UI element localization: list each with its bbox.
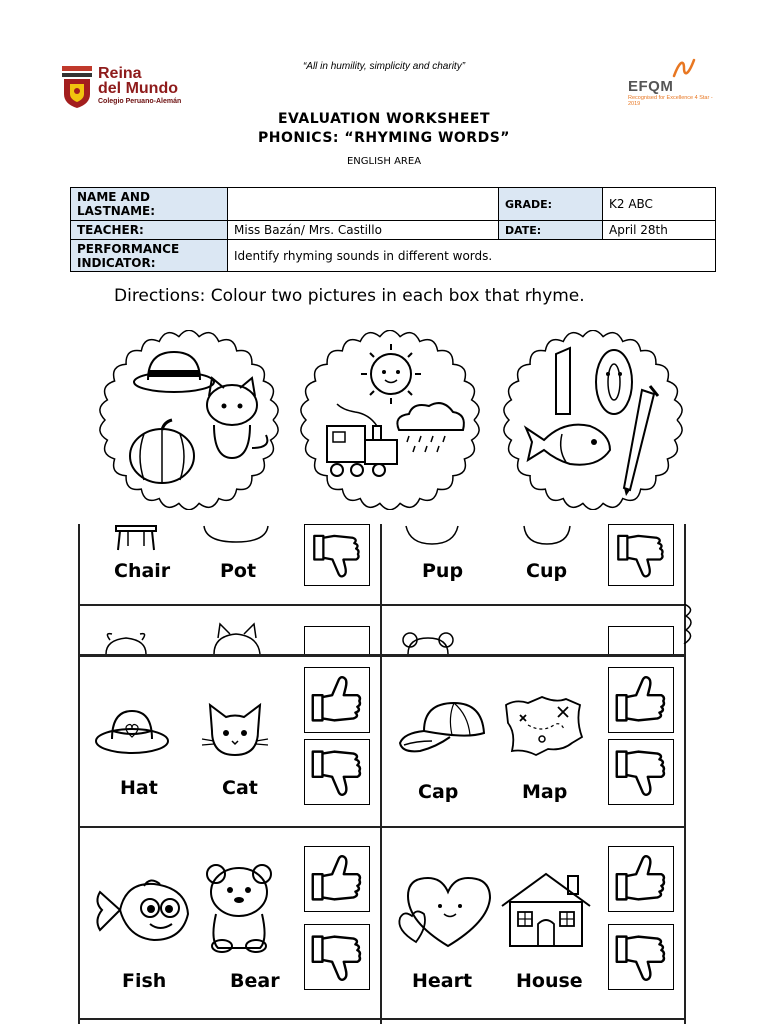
hat-icon (134, 352, 214, 392)
thumbs-up-button[interactable] (608, 667, 674, 733)
school-motto: “All in humility, simplicity and charity” (302, 61, 466, 72)
thumbs-up-button[interactable] (304, 846, 370, 912)
pumpkin-icon (130, 420, 194, 483)
efqm-badge: Recognised for Excellence 4 Star - 2019 (628, 95, 713, 107)
thumbs-down-button[interactable] (608, 924, 674, 990)
thumbs-up-icon (313, 856, 360, 899)
thumbs-down-icon (313, 752, 360, 795)
cat-icon (207, 378, 267, 458)
name-field[interactable] (228, 188, 499, 221)
word-2: Map (522, 781, 568, 803)
circle-group-3 (500, 330, 686, 510)
subject-area: ENGLISH AREA (346, 156, 422, 167)
cloud-icon (397, 403, 464, 452)
rhyme-circles (0, 330, 768, 510)
fish-icon (526, 425, 610, 465)
thumbs-down-button[interactable] (304, 739, 370, 805)
shield-icon (62, 66, 92, 108)
name-label: NAME AND LASTNAME: (71, 188, 228, 221)
thumbs-down-icon (617, 752, 664, 795)
school-name-line2: del Mundo (98, 80, 178, 97)
grade-label: GRADE: (499, 188, 603, 221)
word-1: Heart (412, 970, 473, 992)
cup-icon (522, 524, 572, 546)
school-subtitle: Colegio Peruano-Alemán (98, 98, 182, 105)
thumbs-up-button[interactable] (608, 846, 674, 912)
word-1: Chair (114, 560, 171, 582)
number-ten-icon (556, 348, 632, 414)
thumbs-down-icon (617, 937, 664, 980)
worksheet-title: EVALUATION WORKSHEET (277, 111, 491, 127)
cat-face-icon (198, 701, 272, 761)
cap-icon (396, 697, 492, 757)
kitten-icon (204, 620, 270, 654)
pup-icon (404, 524, 460, 546)
word-2: House (516, 970, 583, 992)
word-2: Bear (230, 970, 280, 992)
directions-text: Directions: Colour two pictures in each box that rhyme. (114, 286, 585, 306)
word-2: Cat (222, 777, 258, 799)
rhyme-card (78, 657, 380, 826)
date-value: April 28th (603, 221, 716, 240)
fish-cartoon-icon (90, 874, 196, 946)
mouse-icon (398, 628, 458, 654)
thumbs-down-button[interactable] (608, 739, 674, 805)
thumbs-up-icon (617, 856, 664, 899)
word-2: Pot (220, 560, 257, 582)
date-label: DATE: (499, 221, 603, 240)
chair-icon (112, 524, 160, 552)
scallop-edge (682, 604, 698, 644)
indicator-value: Identify rhyming sounds in different words. (228, 240, 716, 272)
rhyme-card (382, 657, 684, 826)
efqm-ribbon-icon (672, 58, 696, 78)
map-icon (502, 693, 586, 759)
thumbs-up-icon (617, 677, 664, 720)
worksheet-subtitle: PHONICS: “RHYMING WORDS” (258, 130, 510, 146)
rhyme-card (382, 828, 684, 1018)
thumbs-up-button[interactable] (304, 667, 370, 733)
bear-icon (202, 862, 276, 954)
efqm-logo (626, 58, 716, 118)
student-info-table (70, 187, 716, 272)
efqm-name: EFQM (628, 78, 674, 95)
sunhat-icon (94, 705, 170, 755)
word-1: Cap (418, 781, 459, 803)
word-2: Cup (526, 560, 568, 582)
rhyme-card (78, 828, 380, 1018)
indicator-label: PERFORMANCE INDICATOR: (71, 240, 228, 272)
pot-icon (200, 524, 272, 546)
thumbs-down-icon (313, 937, 360, 980)
circle-group-2 (297, 330, 483, 510)
word-1: Fish (122, 970, 167, 992)
train-icon (327, 404, 397, 476)
heart-icon (394, 872, 494, 952)
thumbs-down-button[interactable] (608, 524, 674, 586)
cow-icon (96, 628, 156, 654)
pen-icon (624, 386, 658, 496)
teacher-label: TEACHER: (71, 221, 228, 240)
rhyme-cards-grid (78, 524, 698, 1024)
thumbs-down-icon (618, 536, 662, 576)
word-1: Hat (120, 777, 158, 799)
thumbs-down-button[interactable] (304, 924, 370, 990)
teacher-value: Miss Bazán/ Mrs. Castillo (228, 221, 499, 240)
school-name-line1: Reina (98, 65, 142, 82)
thumbs-up-icon (313, 677, 360, 720)
house-icon (498, 870, 594, 950)
grade-value: K2 ABC (603, 188, 716, 221)
thumbs-down-icon (314, 536, 358, 576)
school-logo (62, 66, 202, 110)
sun-icon (361, 344, 421, 404)
hidden-card-strip (78, 606, 684, 654)
word-1: Pup (422, 560, 464, 582)
thumbs-up-button[interactable] (608, 626, 674, 654)
circle-group-1 (96, 330, 282, 510)
thumbs-up-button[interactable] (304, 626, 370, 654)
rhyme-card (78, 524, 380, 604)
thumbs-down-button[interactable] (304, 524, 370, 586)
rhyme-card (382, 524, 684, 604)
